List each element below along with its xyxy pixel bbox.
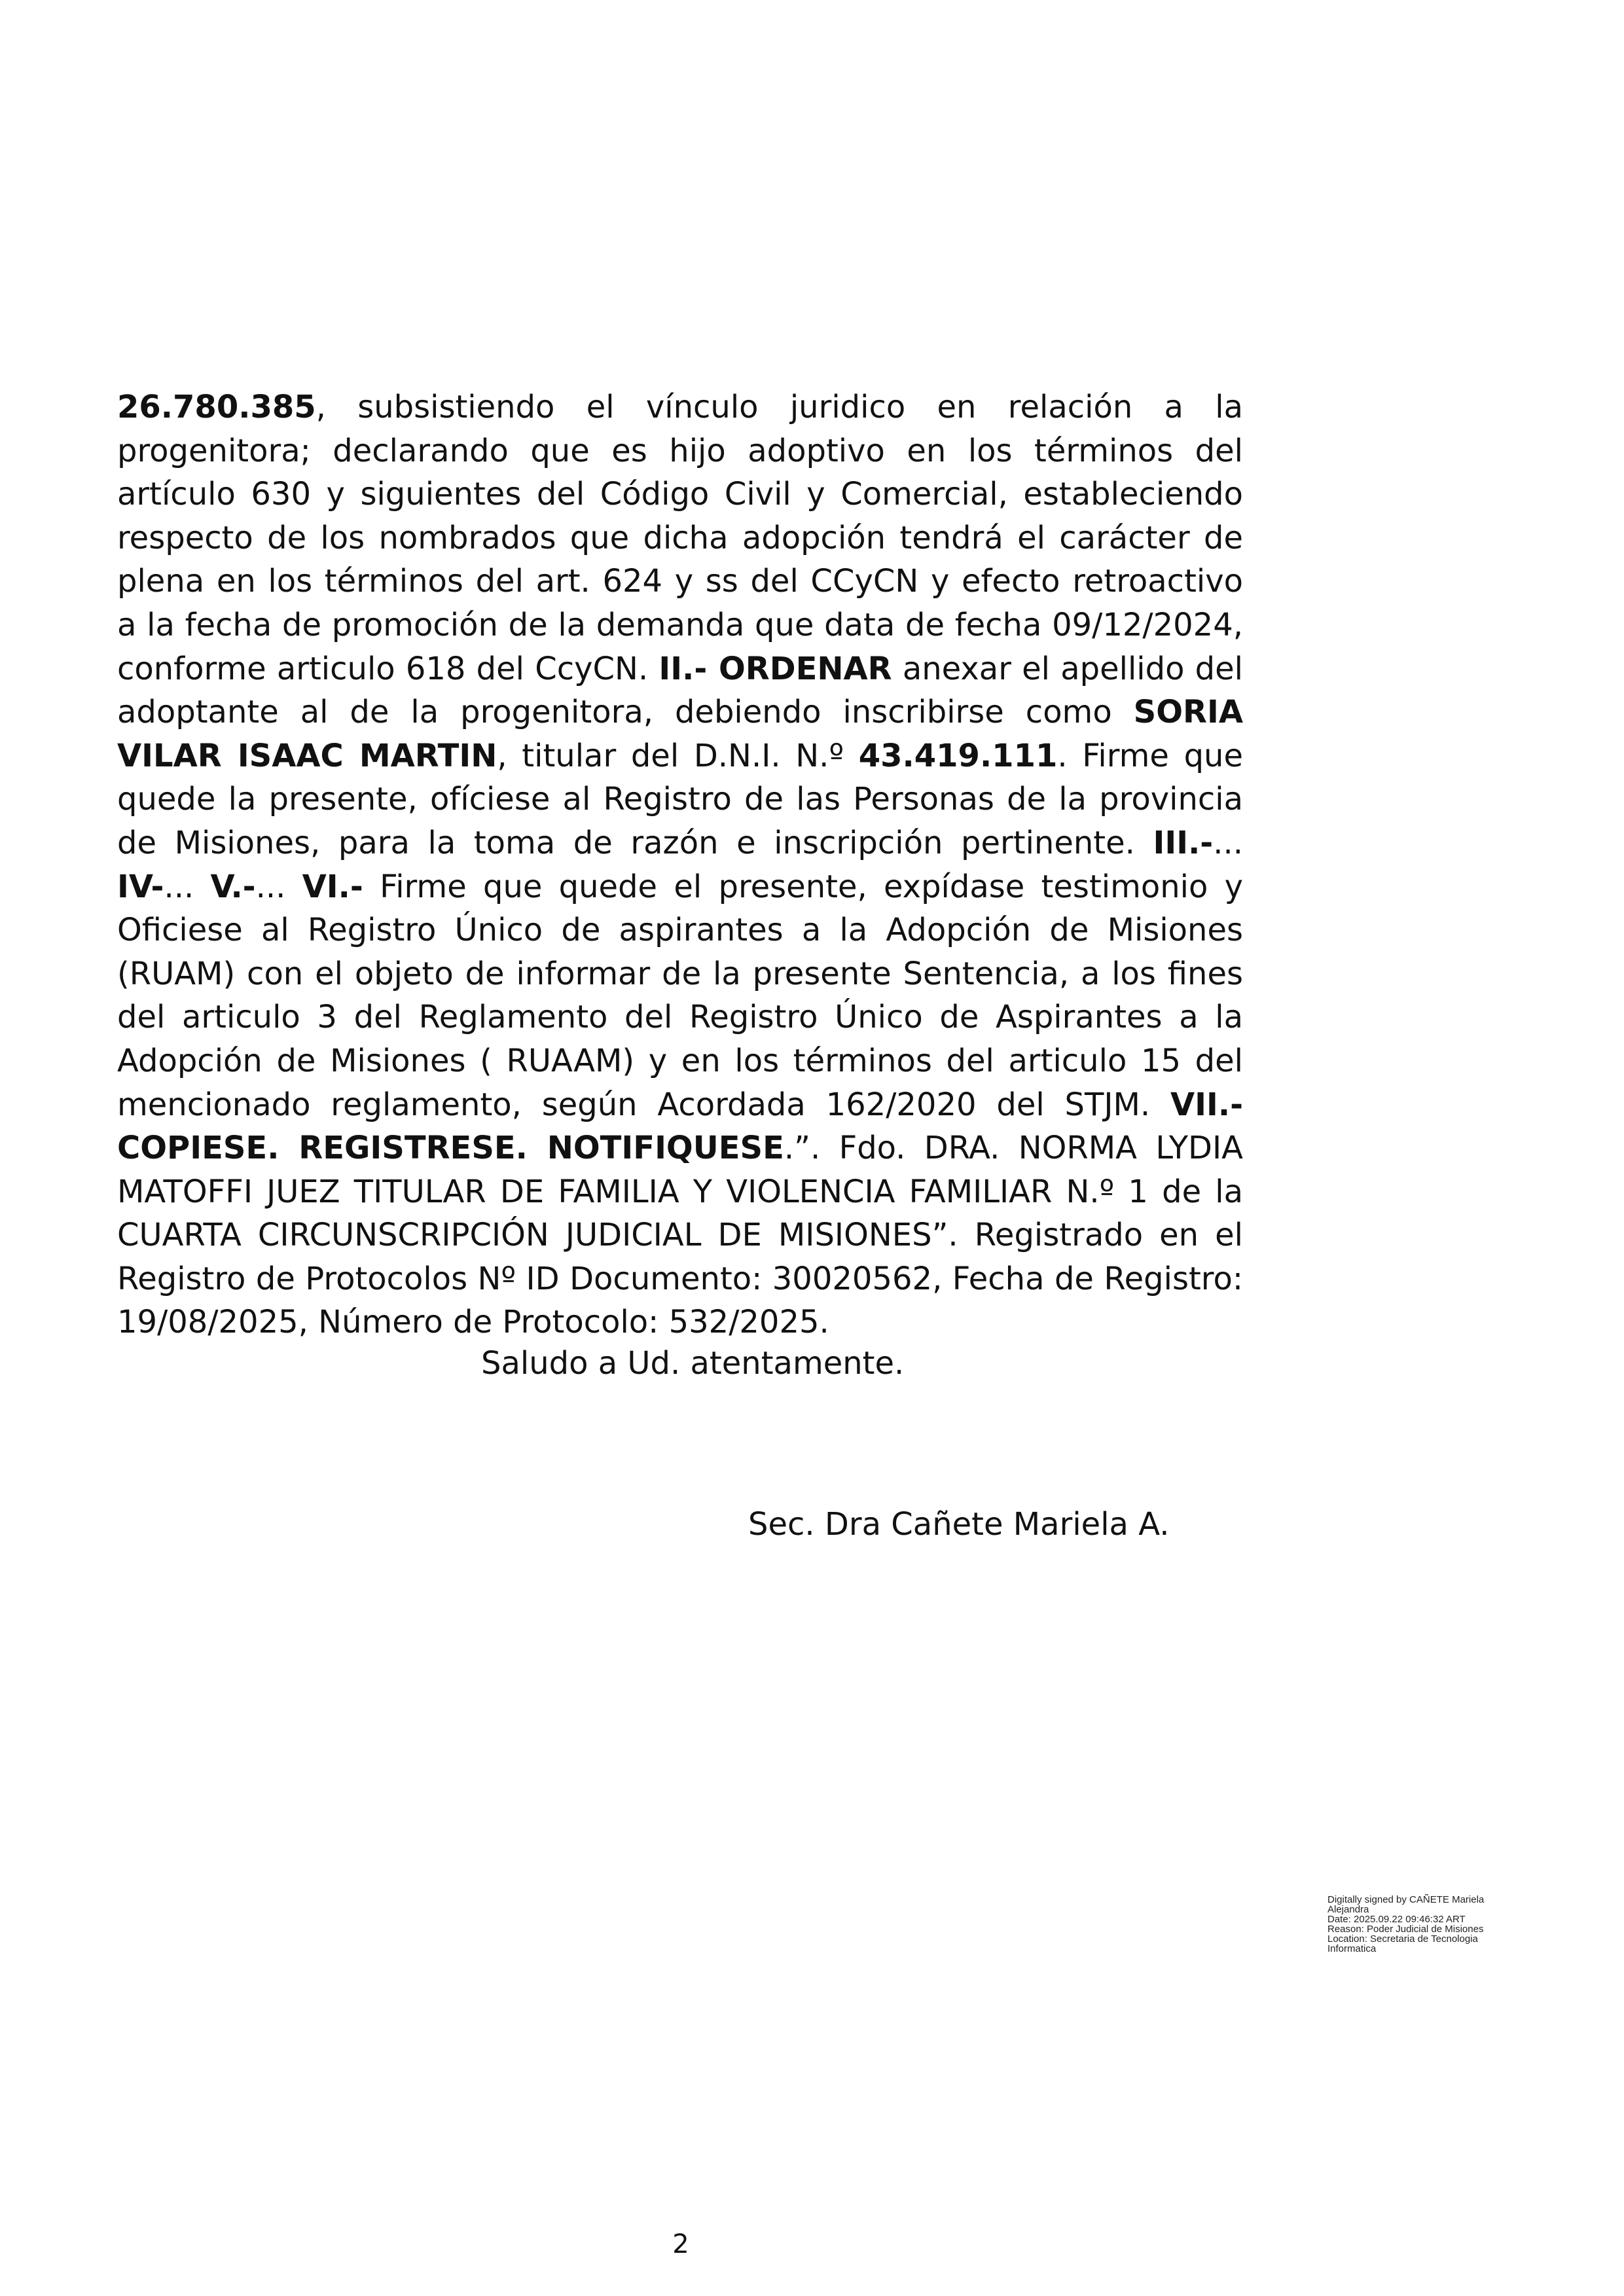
adoptee-dni: 43.419.111: [858, 737, 1058, 774]
body-paragraph: [117, 386, 1243, 1344]
adoptee-name: SORIA VILAR ISAAC MARTIN: [117, 694, 1243, 774]
text-run: , subsistiendo el vínculo juridico en relación a la progenitora; declarando que es hijo adoptivo en los términos del artículo 630 y siguientes del Código Civil y Comercial, estableciendo respecto de los nombrados que dicha adopción tendrá el carácter de plena en los términos del art. 624 y ss del CCyCN y efecto retroactivo a la fecha de promoción de la demanda que data de fecha 09/12/2024, conforme articulo 618 del CcyCN.: [117, 389, 1243, 687]
order-vii-heading: VII.- COPIESE. REGISTRESE. NOTIFIQUESE: [117, 1086, 1243, 1167]
order-iv-heading: IV-: [117, 868, 164, 905]
signer-name: Sec. Dra Cañete Mariela A.: [748, 1506, 1170, 1543]
digital-signature-stamp: [1327, 1895, 1524, 1954]
signature-line: Informatica: [1327, 1943, 1377, 1954]
dni-progenitor: 26.780.385: [117, 389, 316, 425]
signature-line: Date: 2025.09.22 09:46:32 ART: [1327, 1914, 1466, 1925]
signature-line: Location: Secretaria de Tecnologia: [1327, 1933, 1478, 1945]
signature-line: Alejandra: [1327, 1904, 1369, 1915]
signature-line: Reason: Poder Judicial de Misiones: [1327, 1924, 1484, 1935]
text-run: anexar el apellido del adoptante al de la progenitora, debiendo inscribirse como: [117, 650, 1243, 731]
text-run: .”. Fdo. DRA. NORMA LYDIA MATOFFI JUEZ TITULAR DE FAMILIA Y VIOLENCIA FAMILIAR N.º 1 de la CUARTA CIRCUNSCRIPCIÓN JUDICIAL DE MISIONES”. Registrado en el Registro de Protocolos Nº ID Documento: 30020562, Fecha de Registro: 19/08/2025, Número de Protocolo: 532/2025.: [117, 1130, 1243, 1341]
order-ii-heading: II.- ORDENAR: [659, 650, 892, 687]
text-run: . Firme que quede la presente, ofíciese al Registro de las Personas de la provincia de Misiones, para la toma de razón e inscripción pertinente.: [117, 737, 1244, 861]
text-run: Firme que quede el presente, expídase testimonio y Oficiese al Registro Único de aspirantes a la Adopción de Misiones (RUAM) con el objeto de informar de la presente Sentencia, a los fines del articulo 3 del Reglamento del Registro Único de Aspirantes a la Adopción de Misiones ( RUAAM) y en los términos del articulo 15 del mencionado reglamento, según Acordada 162/2020 del STJM.: [117, 868, 1244, 1123]
text-run: ...: [164, 868, 211, 905]
order-vi-heading: VI.-: [302, 868, 363, 905]
text-run: ...: [255, 868, 302, 905]
order-iii-heading: III.-: [1153, 824, 1214, 861]
page-number: 2: [672, 2229, 689, 2259]
text-run: , titular del D.N.I. N.º: [497, 737, 859, 774]
signature-line: Digitally signed by CAÑETE Mariela: [1327, 1894, 1485, 1905]
order-v-heading: V.-: [210, 868, 256, 905]
text-run: ...: [1213, 824, 1243, 861]
closing-salutation: Saludo a Ud. atentamente.: [481, 1345, 905, 1382]
